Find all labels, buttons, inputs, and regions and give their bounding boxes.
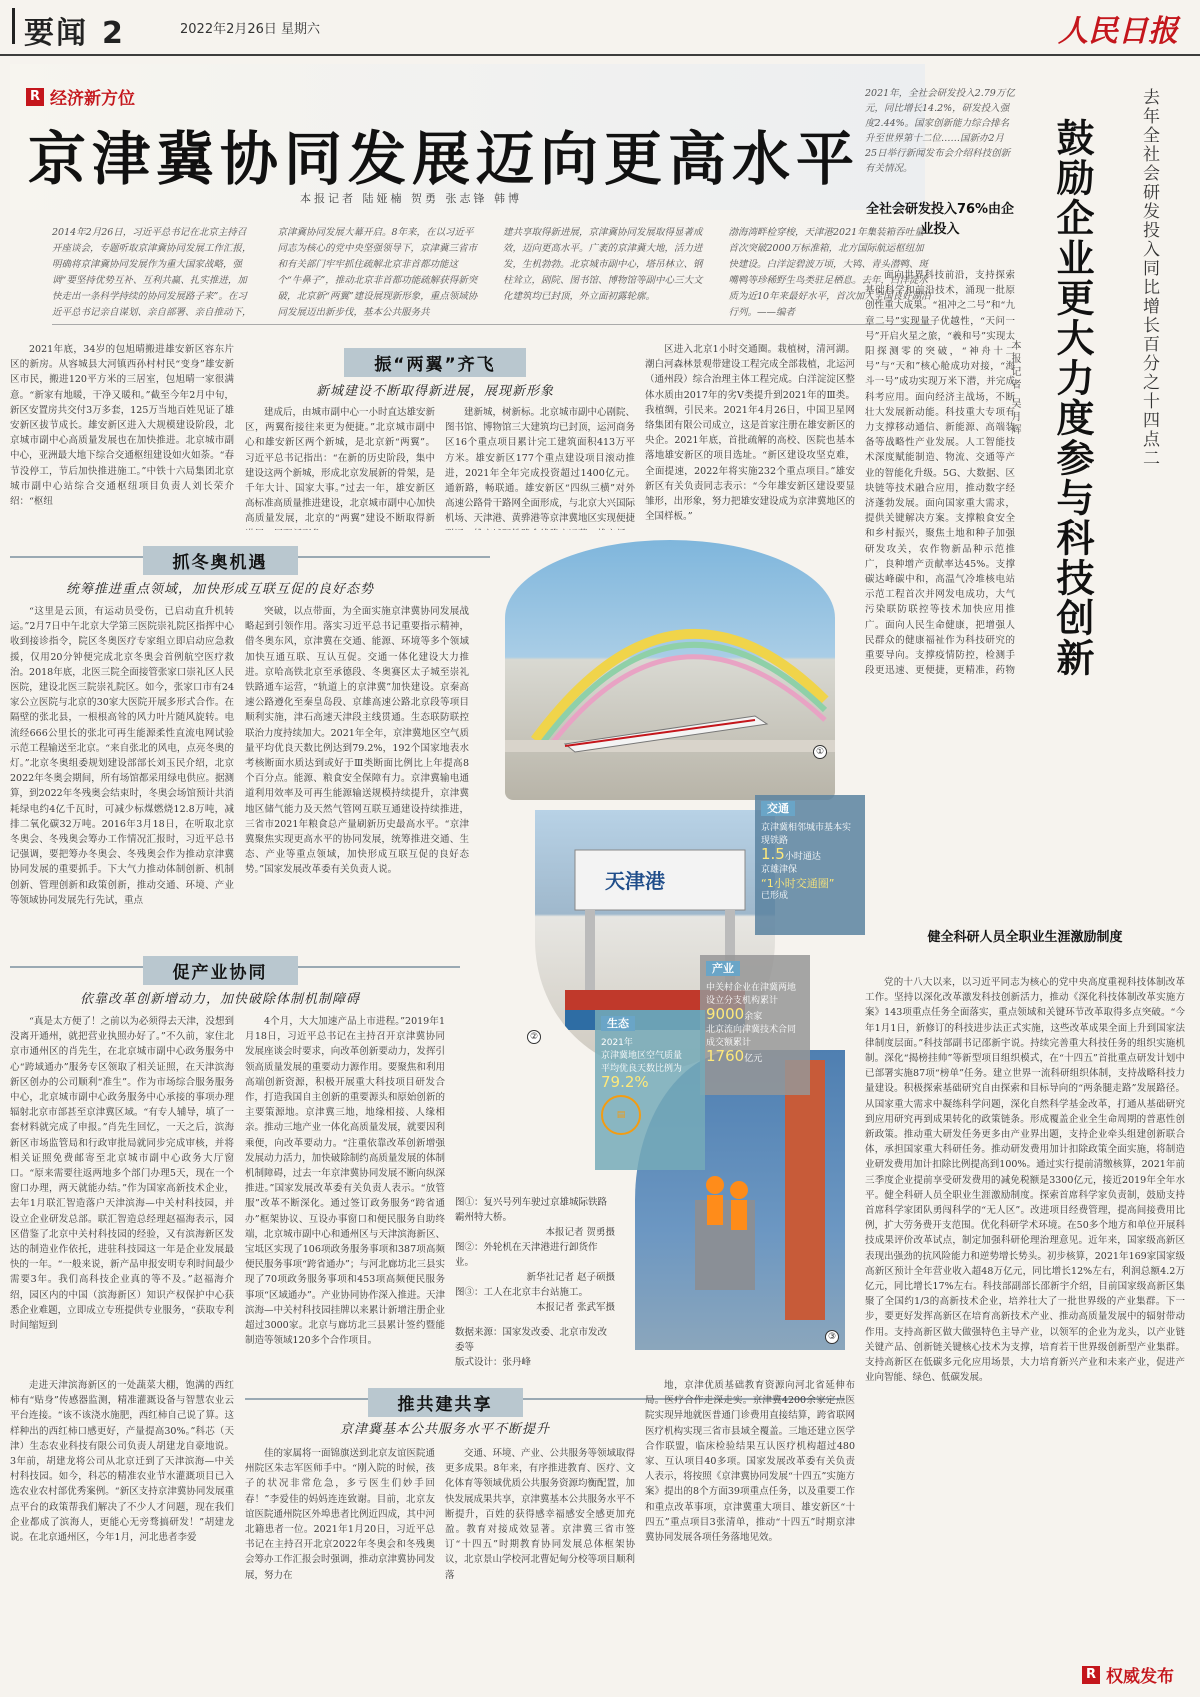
section2-text: 突破，以点带面，为全面实施京津冀协同发展战略起到引领作用。落实习近平总书记重要指示精神，借冬奥东风，京津冀在交通、能源、环境等多个领域加快互通互联、互认互促。交通一体化建设大力推进。京哈高铁北京至承德段、冬奥赛区太子城至崇礼铁路通车运营，“轨道上的京津冀”加快建设。京秦高速公路遵化至秦皇岛段、京雄高速公路北京段等项目顺利实施，津石高速天津段主线贯通。生态联防联控联治力度持续加大。2021年全年，京津冀地区空气质量平均优良天数比例达到79.2%，192个国家地表水考核断面水质达到或好于Ⅲ类断面比例比上年提高8个百分点。能源、粮食安全保障有力。京津冀输电通道利用效率及可再生能源输送规模持续提升，京津冀地区储气能力及天然气管网互联互通建设持续推进，三省市2021年粮食总产量刷新历史最高水平。“京津冀聚焦实现更高水平的协同发展，统筹推进交通、生态、产业等重点领域，加快形成互联互促的良好态势。”国家发展改革委有关负责人说。	[245, 606, 469, 876]
traffic-line: 京雄津保	[761, 865, 798, 875]
section4-col	[645, 1378, 855, 1673]
section4-text: 走进天津滨海新区的一处蔬菜大棚，饱满的西红柿有“贴身”传感器监测，精准灌溉设备与智慧农业云平台连接。“该不该浇水施肥，西红柿自己说了算。这样种出的西红柿口感更好，产量提高30%。”科芯（天津）生态农业科技有限公司负责人胡建龙自豪地说。3年前，胡建龙将公司从北京迁到了天津滨海—中关村科技园。如今，科芯的精准农业节水灌溉项目已入选农业农村部优秀案例。“新区支持京津冀协同发展重点平台的政策帮我们解决了不少人才问题，现在我们企业都成了滨海人，更能心无旁骛搞研发！”胡建龙说。在北京通州区，今年1月，河北患者李爱	[10, 1380, 234, 1544]
industry-unit: 亿元	[744, 1054, 763, 1064]
ecology-line: 平均优良天数比例为	[601, 1064, 683, 1074]
masthead	[0, 0, 1200, 56]
page-number: 2	[102, 16, 125, 51]
section1-subtitle: 新城建设不断取得新进展，展现新形象	[315, 384, 554, 399]
photo-caption	[455, 1195, 615, 1370]
section3-title-text: 促产业协同	[143, 956, 298, 985]
ecology-line: 京津冀地区空气质量	[601, 1051, 683, 1061]
ecology-stat: 79.2%	[601, 1073, 649, 1091]
caption-line: 图③：工人在北京丰台站施工。	[455, 1287, 589, 1298]
caption-credit: 本报记者 张武军摄	[535, 1302, 615, 1313]
section3-text: “真是太方便了！之前以为必须得去天津，没想到没离开通州，就把营业执照办好了。”不久前，家住北京市通州区的肖先生，在北京城市副中心政务服务中心“跨域通办”服务专区领取了相关证照，在天津滨海新区创办的公司顺利“准生”。作为市场综合服务服务中心，北京城市副中心政务服务中心承接的事项办理辐射北京市部甚至京津冀区域。“有专人辅导，填了一套材料就完成了申报。”肖先生回忆，一天之后，滨海新区市场监管局和行政审批局就同步完成审核，并将相关证照免费邮寄至北京城市副中心政务大厅窗口。“原来需要往返两地多个部门办理5天，现在一个窗口办理，两天就能办结。”作为国家高新技术企业，去年1月联汇智造落户天津滨海—中关村科技园，并设立企业研发总部。联汇智造总经理赵福海表示，园区借鉴了北京中关村科技园的经验，又有滨海新区发达的制造业作依托，进驻科技园这一年是企业发展最快的一年。“一般来说，新产品申报安明专利时间最少需要3年。我们高科技企业真的等不及。”赵福海介绍，园区内的中国（滨海新区）知识产权保护中心获悉企业难题，立即成立专班提供专业服务，“获取专利时间缩短到	[10, 1016, 234, 1332]
editors-note-col: 2014年2月26日，习近平总书记在北京主持召开座谈会，专题听取京津冀协同发展工作汇报，明确将京津冀协同发展作为重大国家战略，强调“要坚持优势互补、互利共赢、扎实推进，加快走出一条科学持续的协同发展路子来”。在习近平总书记亲自谋划、亲自部署、亲自推动下，	[52, 227, 252, 318]
right-subhead-2: 健全科研人员全职业生涯激励制度	[927, 930, 1123, 945]
ecology-label: 生态	[601, 1016, 635, 1031]
r-badge-icon: R	[1082, 1666, 1100, 1684]
right-text: 党的十八大以来，以习近平同志为核心的党中央高度重视科技体制改革工作。坚持以深化改革激发科技创新活力，推动《深化科技体制改革实施方案》143项重点任务全面落实，重点领域和关键环节改革取得多点突破。“今年1月1日，新修订的科技进步法正式实施，这些改革成果全面上升到国家法律制度层面。”科技部副书记邵新宇说。持续完善重大科技任务的组织实施机制。深化“揭榜挂帅”等新型项目组织模式，在“十四五”首批重点研发计划中已部署实施87项“榜单”任务。建立世界一流科研组织体制，支持战略科技力量建设。积极探索基础研究自由探索和目标导向的“两条腿走路”发展路径。从国家重大需求中凝练科学问题，深化自然科学基金改革，打通从基础研究到应用研究再到成果转化的政策链条。形成覆盖企业全生命周期的普惠性创新政策。推动重大研发任务更多由产业界出题，支持企业牵头组建创新联合体，承担国家重大科研任务。推动研发费用加计扣除政策全面实施，将制造业研发费用加计扣除比例提高到100%。通过实行提前清缴核算，2021年前三季度企业提前享受研发费用的减免税额是3300亿元，接近2019年全年水平。健全科研人员全职业生涯激励制度。探索首席科学家负责制，鼓励支持首席科学家团队勇闯科学的“无人区”。改进项目经费管理，提高间接费用比例，扩大劳务费开支范围。优化科研学术环境。在50多个地方和单位开展科技成果评价改革试点，制定加强科研伦理治理意见。近年来，国家级高新区表现出强劲的抗风险能力和逆势增长势头。初步核算，2021年169家国家级高新区预计全年营业收入超48万亿元，同比增长12%左右，利润总额4.2万亿元，同比增长17%左右。科技部副部长邵新宇介绍，目前国家级高新区集聚了全国约1/3的高新技术企业，培养壮大了一批世界级的产业集群。下一步，要更好发挥高新区在培育高新技术产业、推动高质量发展中的辐射带动作用。支持高新区做大做强特色主导产业，以领军的企业为龙头，以产业链关键产品、创新链关键核心技术为支撑，培育若干世界级创新型产业集群。支持高新区在低碳多元化应用场景，大力培育新兴产业和未来产业，促进产业向智能、绿色、低碳发展。	[865, 977, 1185, 1384]
traffic-unit: 小时通达	[784, 852, 821, 862]
editors-note-col: 渤海湾畔检穿梭，天津港2021年集装箱吞吐量首次突破2000万标准箱，北方国际航运枢纽加快建设。白洋淀碧波万顷，大鸨、青头潜鸭、斑嘴鸭等珍稀野生鸟类驻足栖息。去年，白洋淀水质为近10年来最好水平，首次加入全国良好湖泊行列。——编者	[728, 227, 931, 318]
section3-text: 4个月，大大加速产品上市进程。”2019年1月18日，习近平总书记在主持召开京津冀协同发展座谈会时要求，向改革创新要动力，发挥引领高质量发展的重要动力源作用。要聚焦和利用高端创新资源，积极开展重大科技项目研发合作，打造我国自主创新的重要源头和原始创新的主要策源地。京津冀三地，地缘相接、人缘相亲。推动三地产业一体化高质量发展，就要因利乘便，向改革要动力。“注重依靠改革创新增强发展动力活力，加快破除制约高质量发展的体制机制障碍，过去一年京津冀协同发展不断向纵深推进。”国家发展改革委有关负责人表示。“放管服”改革不断深化。通过签订政务服务“跨省通办”框架协议、互设办事窗口和便民服务自助终端，北京城市副中心和通州区与天津滨海新区、宝坻区实现了106项政务服务事项和387项高频便民服务事项“跨省通办”；与河北廊坊北三县实现了70项政务服务事项和453项高频便民服务事项“区域通办”。产业协同协作深入推进。天津滨海—中关村科技园挂牌以来累计新增注册企业超过3000家。北京与廊坊北三县累计签约暨能制造等领域120多个合作项目。	[245, 1016, 445, 1347]
section4-title	[245, 1388, 645, 1417]
data-source: 数据来源：国家发改委、北京市发改委等	[455, 1327, 608, 1353]
section4-text: 交通、环境、产业、公共服务等领域取得更多成果。8年来，有序推进教育、医疗、文化体育等领域优质公共服务资源均衡配置，加快发展成果共享，京津冀基本公共服务水平不断提升，百姓的获得感幸福感安全感更加充盈。教育对接成效显著。京津冀三省市签订“十四五”时期教育协同发展总体框架协议，北京景山学校河北曹妃甸分校等项目顺利落	[445, 1448, 635, 1581]
intro-text: 2021年底，34岁的包旭晴搬进雄安新区容东片区的新房。从容城县大河镇西孙村村民“变身”雄安新区市民，搬进120平方米的三居室，包旭晴一家很满意。“新家有地暖，干净又暖和。”截至今年2月中旬，新区安置房共交付3万多套，125万当地百姓见证了雄安新区拔节成长。雄安新区进入大规模建设阶段，北京城市副中心高质量发展也在加快推进。北京城市副中心，亚洲最大地下综合交通枢纽建设如火如荼。“春节没停工，节后加快推进施工。”中铁十六局集团北京城市副中心站综合交通枢纽项目负责人刘长荣介绍：“枢纽	[10, 344, 234, 508]
industry-info-box	[700, 955, 810, 1095]
industry-stat: 1760	[706, 1047, 745, 1065]
right-headline-sub: 去年全社会研发投入同比增长百分之十四点二	[1139, 88, 1159, 468]
section3-title	[10, 956, 430, 985]
section2-title-text: 抓冬奥机遇	[143, 546, 298, 575]
section2-col	[10, 604, 234, 924]
section4-col	[445, 1446, 635, 1671]
section4-subtitle: 京津冀基本公共服务水平不断提升	[339, 1422, 550, 1437]
svg-text:天津港: 天津港	[605, 869, 665, 893]
traffic-stat: “1小时交通圈”	[761, 877, 835, 890]
main-headline: 京津冀协同发展迈向更高水平	[28, 125, 861, 193]
footer-tag	[1082, 1662, 1174, 1687]
section1-col	[645, 342, 855, 530]
column-kicker	[26, 84, 135, 109]
layout-designer: 版式设计：张丹峰	[455, 1357, 532, 1368]
photo-bridge-train	[505, 540, 835, 800]
industry-line: 中关村企业在津冀两地设立分支机构累计	[706, 983, 797, 1006]
caption-line: 图①：复兴号列车驶过京雄城际铁路霸州特大桥。	[455, 1197, 608, 1223]
editors-note	[52, 225, 932, 325]
editors-note-col: 建共享取得新进展，京津冀协同发展取得显著成效，迈向更高水平。广袤的京津冀大地，活力迸发，生机勃勃。北京城市副中心，塔吊林立、钢柱耸立，剧院、图书馆、博物馆等副中心三大文化建筑均已封顶，外立面初露轮廓。	[503, 227, 703, 302]
industry-unit: 余家	[744, 1012, 763, 1022]
right-col-1-narrow	[865, 268, 1015, 678]
section1-text: 区进入北京1小时交通圈。栽植树，清河湖。潮白河森林景观带建设工程完成全部栽植，北运河（通州段）综合治理主体工程完成。白洋淀淀区整体水质由2017年的劣Ⅴ类提升到2021年的Ⅲ类。我植绸，引民来。2021年4月26日，中国卫星网络集团有限公司成立，这是首家注册在雄安新区的央企。2021年底，首批疏解的高校、医院也基本落地雄安新区的项目选址。“新区建设攻坚克难，全面提速，2022年将实施232个重点项目。”雄安新区有关负责同志表示：“今年雄安新区建设要显雏形，出形象，努力把雄安建设成为京津冀地区的全国样板。”	[645, 344, 855, 523]
section-label: 要闻	[24, 16, 88, 51]
photo-number: ③	[825, 1330, 839, 1344]
section4-text: 佳的家属将一面锦旗送到北京友谊医院通州院区朱志军医师手中。“刚入院的时候，孩子的状况非常危急，多亏医生们妙手回春！”李爱佳的妈妈连连致谢。目前，北京友谊医院通州院区外埠患者比例近四成，其中河北籍患者一位。2021年1月20日，习近平总书记在主持召开北京2022年冬奥会和冬残奥会筹办工作汇报会时强调，推动京津冀协同发展，努力在	[245, 1448, 435, 1581]
right-byline: 本报记者 吴月辉	[1009, 340, 1020, 438]
photo-number: ①	[813, 745, 827, 759]
section2-col	[245, 604, 469, 924]
kicker-label: 经济新方位	[50, 89, 135, 109]
section1-text: 建成后，由城市副中心一小时直达雄安新区，两翼衔接往来更为便捷。”北京城市副中心和雄安新区两个新城，是北京新“两翼”。习近平总书记指出：“在新的历史阶段，集中建设这两个新城，形成北京发展新的骨架，是千年大计、国家大事。”过去一年，雄安新区高标准高质量推进建设，北京城市副中心加快高质量发展，北京的“两翼”建设不断取得新	[245, 407, 435, 525]
main-byline: 本报记者 陆娅楠 贺勇 张志锋 韩博	[300, 192, 522, 205]
section4-left-col	[10, 1378, 234, 1678]
caption-credit: 本报记者 贺勇摄	[545, 1227, 615, 1238]
right-headline-main: 鼓励企业更大力度参与科技创新	[1050, 118, 1094, 678]
photo-number: ②	[527, 1030, 541, 1044]
traffic-label: 交通	[761, 801, 795, 816]
traffic-line: 京津冀相邻城市基本实现铁路	[761, 823, 852, 846]
section4-text: 地，京津优质基础教育资源向河北省延伸布局。医疗合作走深走实。京津冀4200余家定点医院实现异地就医普通门诊费用直接结算，跨省联网医疗机构实现三省市县域全覆盖。三地还建立医学合作联盟，临床检验结果互认医疗机构超过480家、互认项目40多项。国家发展改革委有关负责人表示，将按照《京津冀协同发展“十四五”实施方案》提出的8个方面39项重点任务，以及重要工作和重点改革事项，京津冀重大项目、雄安新区“十四五”重点项目3张清单，推动“十四五”时期京津冀协同发展各项任务落地见效。	[645, 1380, 855, 1544]
bridge-illustration	[505, 540, 835, 800]
caption-line: 图②：外轮机在天津港进行卸货作业。	[455, 1242, 598, 1268]
right-col-2	[865, 975, 1185, 1640]
section3-subtitle: 依靠改革创新增动力，加快破除体制机制障碍	[79, 992, 360, 1007]
section1-col	[245, 405, 435, 530]
industry-label: 产业	[706, 961, 740, 976]
section-name	[14, 8, 125, 52]
issue-date: 2022年2月26日 星期六	[180, 22, 321, 37]
section1-text: 建新城，树新标。北京城市副中心剧院、图书馆、博物馆三大建筑均已封顶，运河商务区16个重点项目累计完工建筑面积413万平方米。雄安新区177个重点建设项目滚动推进，2021年全年完成投资超过1400亿元。通新路，畅联通。雄安新区“四纵三横”对外高速公路骨干路网全面形成，与北京大兴国际机场、天津港、黄骅港等京津冀地区实现便捷	[445, 407, 635, 525]
right-text: 面向世界科技前沿，支持探索基础科学和前沿技术，涌现一批原创性重大成果。“祖冲之二号”和“九章二号”实现量子优越性，“天问一号”开启火星之旅，“羲和号”实现太阳探测零的突破，“神舟十二号”与“天和”核心舱成功对接，“海斗一号”成功实现万米下潜，并完成科考应用。面向经济主战场，不断壮大发展新动能。科技重大专项有力支撑移动通信、新能源、高端装备等战略性产业发展。人工智能技术深度赋能制造、物流、交通等产业的智能化升级。5G、大数据、区块链等技术融合应用，推动数字经济蓬勃发展。面向国家重大需求，提供关键解决方案。支撑粮食安全和乡村振兴，聚焦土地和种子加强研发攻关，农作物新品种示范推广，良种增产贡献率达45%。支撑碳达峰碳中和，高温气冷堆核电站示范工程首次并网发电成功，大气污染联防联控等技术加快应用推广。面向人民生命健康，把增强人民群众的健康福祉作为科技研究的重要导向。支撑疫情防控，检测手段更迅速、更便捷，更精准，药物	[865, 270, 1015, 677]
section2-subtitle: 统筹推进重点领域，加快形成互联互促的良好态势	[65, 582, 374, 597]
right-subhead-1: 全社会研发投入76%由企业投入	[865, 202, 1015, 237]
editors-note-col: 京津冀协同发展大幕开启。8年来，在以习近平同志为核心的党中央坚强领导下，京津冀三省市和有关部门牢牢抓住疏解北京非首都功能这个“牛鼻子”，推动北京非首都功能疏解获得新突破，北京新“两翼”建设展现新形象，重点领域协同发展迈出新步伐，基本公共服务共	[277, 227, 478, 318]
section4-col	[245, 1446, 435, 1671]
clipboard-icon: ▤	[601, 1095, 641, 1135]
caption-credit: 新华社记者 赵子硕摄	[526, 1272, 615, 1283]
section4-title-text: 推共建共享	[368, 1388, 523, 1417]
industry-stat: 9000	[706, 1005, 745, 1023]
footer-tag-label: 权威发布	[1106, 1667, 1174, 1687]
traffic-info-box	[755, 795, 865, 935]
r-badge-icon: R	[26, 88, 44, 106]
ecology-info-box	[595, 1010, 705, 1170]
section3-col	[245, 1014, 445, 1364]
newspaper-logo: 人民日报	[1058, 14, 1178, 49]
traffic-line: 已形成	[761, 891, 789, 901]
industry-line: 北京流向津冀技术合同成交额累计	[706, 1025, 797, 1048]
ecology-line: 2021年	[601, 1038, 633, 1048]
section1-title	[245, 348, 625, 377]
banner	[10, 64, 925, 210]
section1-title-text: 振“两翼”齐飞	[344, 348, 525, 377]
section2-text: “这里是云顶，有运动员受伤，已启动直升机转运。”2月7日中午北京大学第三医院崇礼院区指挥中心收到接诊指令，院区冬奥医疗专家组立即启动应急救援，仅用20分钟便完成北京冬奥会首例航空医疗救治。2018年底，北医三院全面接管张家口崇礼区人民医院，建设北医三院崇礼院区。如今，张家口市有24家公立医院与北京的30家大医院开展多形式合作。在隔壁的张北县，一根根高耸的风力叶片随风旋转。电流经666公里长的张北可再生能源柔性直流电网试验示范工程输送至北京。“来自张北的风电，点亮冬奥的灯。”北京冬奥组委规划建设部部长刘玉民介绍，北京2022年冬奥会期间，所有场馆都采用绿电供应。据测算，到2022年冬残奥会结束时，冬奥会场馆预计共消耗绿电约4亿千瓦时，可减少标煤燃烧12.8万吨，减排二氧化碳32万吨。2016年3月18日，在听取北京冬奥会、冬残奥会筹办工作情况汇报时，习近平总书记强调，要把筹办冬奥会、冬残奥会作为推动京津冀协同发展的重要抓手。下大气力推动体制创新、机制创新、管理创新和政策创新，推动交通、环境、产业等领域协同发展先行先试，重点	[10, 606, 234, 906]
traffic-stat: 1.5	[761, 845, 785, 863]
right-lead: 2021年，全社会研发投入2.79万亿元，同比增长14.2%，研发投入强度2.44%。国家创新能力综合排名升至世界第十二位……国新办2月25日举行新闻发布会介绍科技创新有关情况。	[865, 88, 1015, 174]
intro-column	[10, 342, 234, 530]
section1-col	[445, 405, 635, 530]
section3-col	[10, 1014, 234, 1364]
section2-title	[10, 546, 430, 575]
